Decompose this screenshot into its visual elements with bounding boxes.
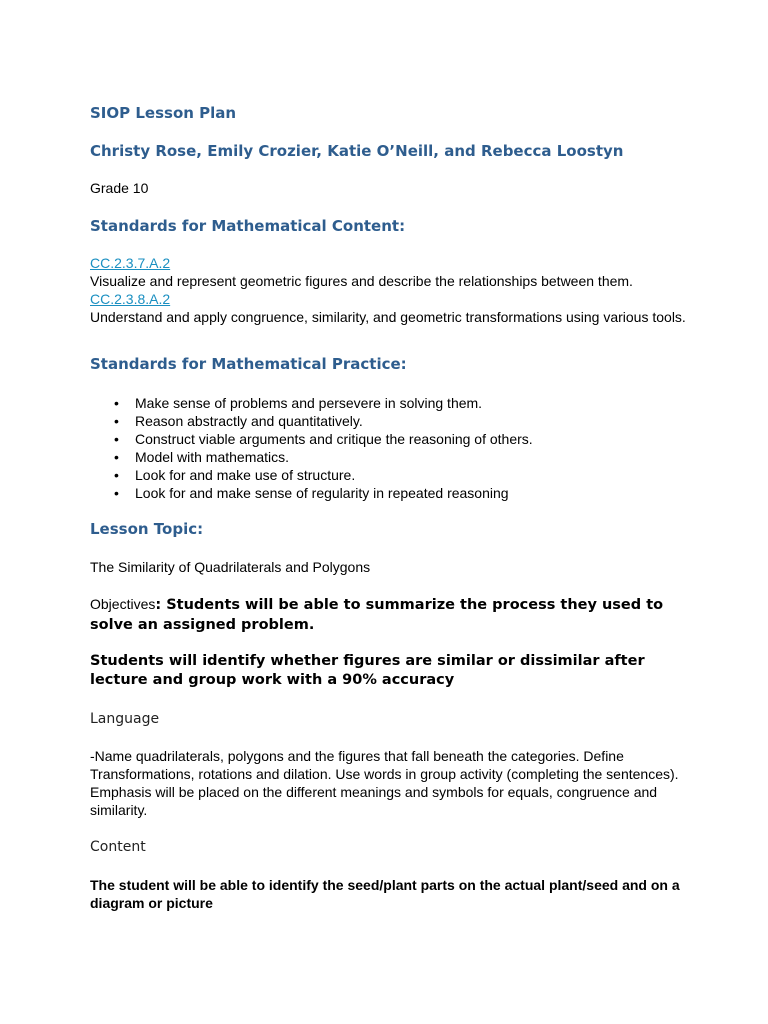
list-item: • Make sense of problems and persevere in solving them. [114, 395, 483, 411]
list-item: • Model with mathematics. [114, 449, 290, 465]
lesson-topic-text: The Similarity of Quadrilaterals and Polygons [90, 559, 371, 575]
content-heading: Content [90, 839, 146, 855]
standard-link-2[interactable]: CC.2.3.8.A.2 [90, 291, 171, 307]
bullet-icon: • [114, 485, 119, 501]
document-title: SIOP Lesson Plan [90, 104, 237, 122]
content-standards-heading: Standards for Mathematical Content: [90, 217, 406, 235]
bullet-icon: • [114, 413, 119, 429]
practice-standards-heading: Standards for Mathematical Practice: [90, 355, 407, 373]
objectives-paragraph [90, 595, 680, 635]
standard-description-2: Understand and apply congruence, similarity, and geometric transformations using various tools. [90, 309, 686, 325]
language-heading: Language [90, 711, 160, 727]
list-item: • Look for and make use of structure. [114, 467, 356, 483]
content-text: The student will be able to identify the seed/plant parts on the actual plant/seed and on a diagram or picture [90, 877, 680, 911]
grade-text: Grade 10 [90, 180, 149, 196]
authors-heading: Christy Rose, Emily Crozier, Katie O’Neill, and Rebecca Loostyn [90, 142, 624, 160]
standard-link-1[interactable]: CC.2.3.7.A.2 [90, 255, 171, 271]
bullet-icon: • [114, 449, 119, 465]
content-standards-list [90, 254, 690, 326]
lesson-topic-heading: Lesson Topic: [90, 520, 204, 538]
language-text: -Name quadrilaterals, polygons and the figures that fall beneath the categories. Define Transformations, rotations and dilation. Use words in group activity (completing the sentences). Emphasis will be placed on the different meanings and symbols for equals, congruence and similarity. [90, 748, 679, 818]
standard-description-1: Visualize and represent geometric figures and describe the relationships between them. [90, 273, 633, 289]
list-item: • Construct viable arguments and critique the reasoning of others. [114, 431, 533, 447]
list-item: • Reason abstractly and quantitatively. [114, 413, 363, 429]
objectives-label: Objectives [90, 596, 156, 612]
bullet-icon: • [114, 467, 119, 483]
objectives-second: Students will identify whether figures are similar or dissimilar after lecture and group work with a 90% accuracy [90, 653, 645, 688]
practice-list [114, 394, 674, 502]
bullet-icon: • [114, 431, 119, 447]
bullet-icon: • [114, 395, 119, 411]
list-item: • Look for and make sense of regularity in repeated reasoning [114, 485, 509, 501]
objectives-text: : Students will be able to summarize the process they used to solve an assigned problem. [90, 597, 664, 633]
